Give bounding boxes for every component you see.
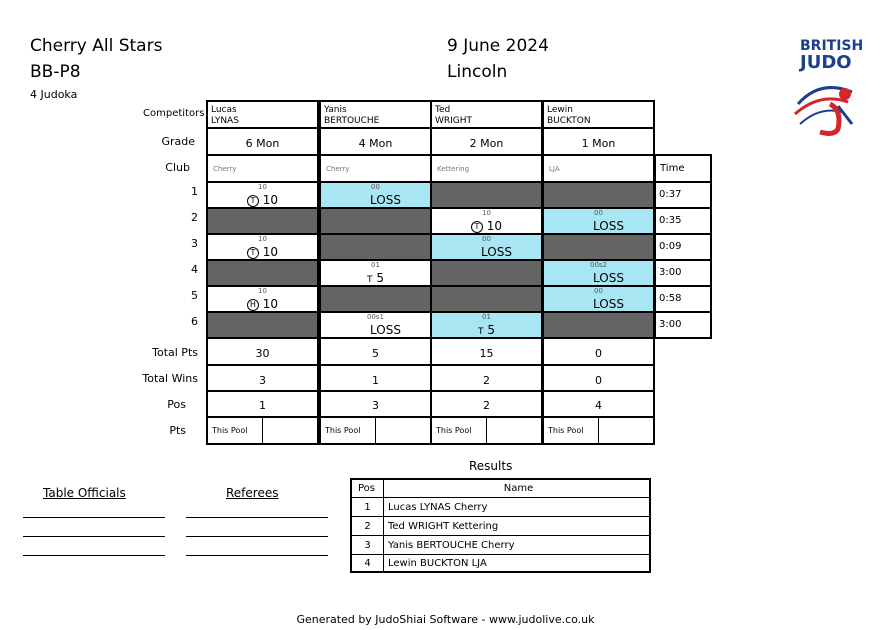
total-pts-value: 0 <box>595 347 602 360</box>
competitor-first-name: Ted <box>435 105 451 115</box>
british-judo-logo <box>790 36 870 146</box>
logo-text-2: JUDO <box>800 52 852 73</box>
competitor-name-cell <box>319 100 432 129</box>
score-result <box>208 297 317 311</box>
signature-line <box>23 536 165 537</box>
grade-value: 1 Mon <box>581 137 616 150</box>
score-value: 5 <box>376 271 384 285</box>
match-time-cell <box>654 233 712 261</box>
score-result <box>432 323 541 337</box>
competitor-last-name: BERTOUCHE <box>324 116 380 126</box>
score-value: LOSS <box>593 297 624 311</box>
total-pts-cell <box>542 337 655 366</box>
result-pos: 1 <box>352 498 384 516</box>
table-officials-label: Table Officials <box>43 486 126 500</box>
result-pos: 2 <box>352 517 384 535</box>
col-pos-header: Pos <box>352 480 384 497</box>
total-wins-cell <box>319 364 432 393</box>
score-code: 10 <box>258 287 267 295</box>
signature-line <box>186 555 328 556</box>
match-time-cell <box>654 311 712 339</box>
score-code: 01 <box>482 313 491 321</box>
logo-text-1: BRITISH <box>800 38 864 54</box>
score-prefix: T <box>367 275 373 285</box>
total-pts-label: Total Pts <box>152 346 198 359</box>
tournament-title: Cherry All Stars <box>30 36 163 56</box>
score-prefix: T <box>478 327 484 337</box>
position-cell <box>319 390 432 419</box>
match-time-cell <box>654 259 712 287</box>
score-result <box>554 271 663 285</box>
competitor-name-cell <box>206 100 319 129</box>
result-name: Lucas LYNAS Cherry <box>388 502 488 513</box>
score-result <box>442 245 551 259</box>
pool-pts-cell <box>319 416 432 445</box>
match-time: 0:37 <box>659 189 682 200</box>
score-cell <box>319 181 432 209</box>
match-time: 3:00 <box>659 319 682 330</box>
match-time-cell <box>654 181 712 209</box>
score-cell <box>206 285 319 313</box>
score-cell <box>430 259 543 287</box>
grade-cell <box>206 127 319 156</box>
footer-credit: Generated by JudoShiai Software - www.judolive.co.uk <box>296 613 595 626</box>
score-code: 00s2 <box>589 261 607 269</box>
match-number: 1 <box>191 185 198 198</box>
grade-cell <box>430 127 543 156</box>
score-cell <box>319 259 432 287</box>
score-cell <box>206 311 319 339</box>
score-cell <box>542 207 655 235</box>
score-cell <box>319 207 432 235</box>
match-number: 4 <box>191 263 198 276</box>
signature-line <box>23 517 165 518</box>
score-code: 01 <box>371 261 380 269</box>
signature-line <box>186 536 328 537</box>
score-cell <box>542 285 655 313</box>
competitor-last-name: WRIGHT <box>435 116 473 126</box>
score-code: 00 <box>594 209 603 217</box>
score-value: 10 <box>262 297 279 311</box>
score-result <box>331 323 440 337</box>
score-cell <box>206 181 319 209</box>
club-value: Cherry <box>213 165 237 173</box>
competitor-name-cell <box>542 100 655 129</box>
pool-pts-cell <box>542 416 655 445</box>
signature-line <box>186 517 328 518</box>
club-value: Cherry <box>326 165 350 173</box>
result-name: Ted WRIGHT Kettering <box>388 521 499 532</box>
grade-value: 4 Mon <box>358 137 393 150</box>
pool-divider <box>598 418 599 443</box>
signature-line <box>23 555 165 556</box>
competitor-first-name: Lucas <box>211 105 237 115</box>
tori-icon: T <box>247 195 259 207</box>
results-row <box>352 517 649 536</box>
club-cell <box>206 154 319 183</box>
match-time: 3:00 <box>659 267 682 278</box>
score-value: 10 <box>262 245 279 259</box>
grade-label: Grade <box>161 135 195 148</box>
total-wins-cell <box>206 364 319 393</box>
score-code: 00s1 <box>366 313 384 321</box>
score-cell <box>206 233 319 261</box>
category-label: BB-P8 <box>30 62 81 82</box>
total-wins-value: 3 <box>259 374 266 387</box>
results-row <box>352 536 649 555</box>
score-cell <box>430 233 543 261</box>
score-cell <box>319 233 432 261</box>
score-result <box>554 219 663 233</box>
competitor-name-cell <box>430 100 543 129</box>
club-cell <box>430 154 543 183</box>
match-time: 0:58 <box>659 293 682 304</box>
result-name: Yanis BERTOUCHE Cherry <box>388 540 515 551</box>
pool-pts-cell <box>430 416 543 445</box>
score-code: 00 <box>371 183 380 191</box>
pool-divider <box>262 418 263 443</box>
result-pos: 3 <box>352 536 384 554</box>
match-time-cell <box>654 207 712 235</box>
pool-label: This Pool <box>212 426 248 435</box>
total-pts-value: 15 <box>479 347 494 360</box>
score-code: 00 <box>594 287 603 295</box>
match-number: 6 <box>191 315 198 328</box>
score-value: LOSS <box>370 323 401 337</box>
results-header-row <box>352 480 649 498</box>
score-cell <box>206 259 319 287</box>
score-cell <box>430 311 543 339</box>
score-cell <box>542 181 655 209</box>
competitors-label: Competitors <box>143 108 205 119</box>
score-result <box>554 297 663 311</box>
grade-value: 2 Mon <box>469 137 504 150</box>
score-value: 10 <box>262 193 279 207</box>
pool-label: This Pool <box>548 426 584 435</box>
competitor-last-name: BUCKTON <box>547 116 591 126</box>
score-value: LOSS <box>593 271 624 285</box>
score-cell <box>319 285 432 313</box>
match-number: 3 <box>191 237 198 250</box>
pool-label: This Pool <box>325 426 361 435</box>
grade-cell <box>319 127 432 156</box>
grade-value: 6 Mon <box>245 137 280 150</box>
total-wins-label: Total Wins <box>142 372 198 385</box>
judoka-emblem-icon <box>790 74 870 144</box>
score-value: 5 <box>487 323 495 337</box>
time-header: Time <box>660 163 685 174</box>
score-cell <box>542 311 655 339</box>
match-time: 0:09 <box>659 241 682 252</box>
position-value: 4 <box>595 399 602 412</box>
competitor-last-name: LYNAS <box>211 116 239 126</box>
pool-pts-cell <box>206 416 319 445</box>
pos-label: Pos <box>167 398 186 411</box>
total-pts-cell <box>430 337 543 366</box>
pool-label: This Pool <box>436 426 472 435</box>
judoka-count: 4 Judoka <box>30 88 78 101</box>
position-value: 2 <box>483 399 490 412</box>
club-value: LJA <box>549 165 560 173</box>
club-cell <box>542 154 655 183</box>
score-value: LOSS <box>593 219 624 233</box>
score-result <box>321 271 430 285</box>
club-label: Club <box>165 161 190 174</box>
score-cell <box>542 259 655 287</box>
referees-label: Referees <box>226 486 279 500</box>
competitor-first-name: Yanis <box>324 105 347 115</box>
score-code: 10 <box>258 235 267 243</box>
total-wins-value: 0 <box>595 374 602 387</box>
score-cell <box>206 207 319 235</box>
score-result <box>432 219 541 233</box>
pool-divider <box>486 418 487 443</box>
tori-icon: T <box>471 221 483 233</box>
total-pts-value: 30 <box>255 347 270 360</box>
results-row <box>352 555 649 573</box>
match-number: 2 <box>191 211 198 224</box>
results-title: Results <box>469 459 513 473</box>
score-cell <box>430 181 543 209</box>
results-row <box>352 498 649 517</box>
total-wins-cell <box>542 364 655 393</box>
score-cell <box>542 233 655 261</box>
match-time-cell <box>654 285 712 313</box>
score-code: 10 <box>482 209 491 217</box>
total-pts-value: 5 <box>372 347 379 360</box>
score-result <box>208 245 317 259</box>
total-wins-value: 1 <box>372 374 379 387</box>
score-cell <box>430 285 543 313</box>
results-table <box>350 478 651 573</box>
match-time: 0:35 <box>659 215 682 226</box>
score-value: 10 <box>486 219 503 233</box>
club-value: Kettering <box>437 165 470 173</box>
competitor-first-name: Lewin <box>547 105 573 115</box>
result-pos: 4 <box>352 555 384 573</box>
position-cell <box>430 390 543 419</box>
position-cell <box>206 390 319 419</box>
score-cell <box>430 207 543 235</box>
score-cell <box>319 311 432 339</box>
total-pts-cell <box>319 337 432 366</box>
score-result <box>208 193 317 207</box>
score-result <box>331 193 440 207</box>
position-value: 3 <box>372 399 379 412</box>
score-code: 10 <box>258 183 267 191</box>
hansoku-icon: H <box>247 299 259 311</box>
score-value: LOSS <box>370 193 401 207</box>
position-value: 1 <box>259 399 266 412</box>
col-name-header: Name <box>503 483 534 494</box>
position-cell <box>542 390 655 419</box>
tori-icon: T <box>247 247 259 259</box>
match-number: 5 <box>191 289 198 302</box>
event-date: 9 June 2024 <box>447 36 549 56</box>
grade-cell <box>542 127 655 156</box>
result-name: Lewin BUCKTON LJA <box>388 558 487 569</box>
score-code: 00 <box>482 235 491 243</box>
total-wins-cell <box>430 364 543 393</box>
score-value: LOSS <box>481 245 512 259</box>
club-cell <box>319 154 432 183</box>
total-wins-value: 2 <box>483 374 490 387</box>
total-pts-cell <box>206 337 319 366</box>
time-header-cell <box>654 154 712 183</box>
pool-divider <box>375 418 376 443</box>
event-location: Lincoln <box>447 62 508 82</box>
pts-label: Pts <box>169 424 186 437</box>
